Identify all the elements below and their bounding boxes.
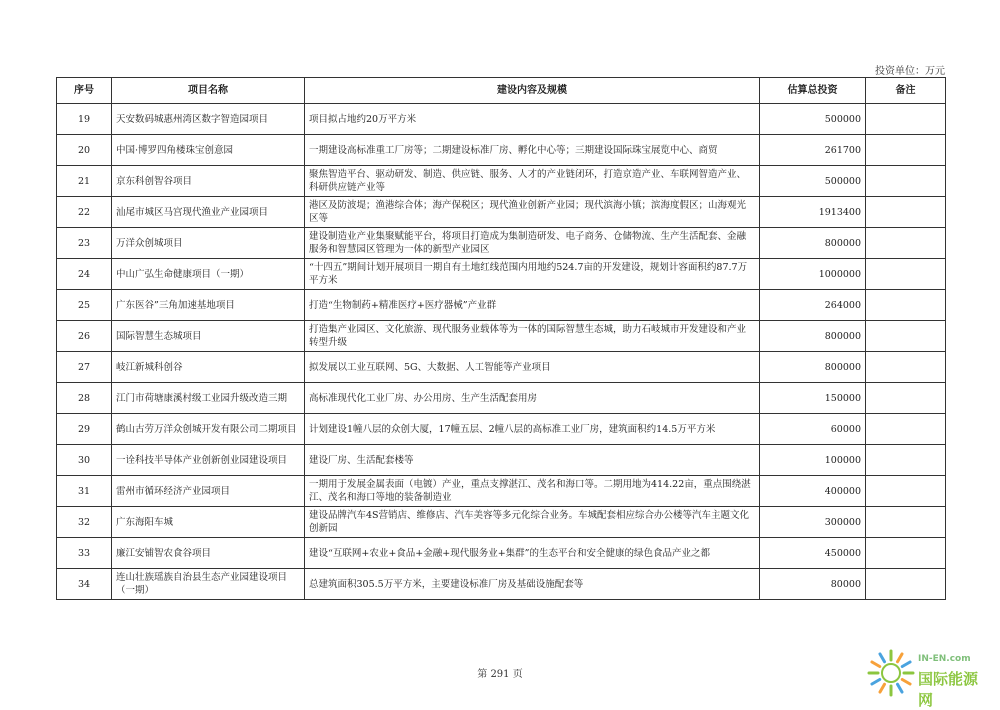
- cell-construction-content: 一期建设高标准重工厂房等；二期建设标准厂房、孵化中心等；三期建设国际珠宝展览中心、商贸: [305, 135, 760, 166]
- sun-ray: [898, 684, 903, 692]
- cell-no: 30: [57, 445, 112, 476]
- cell-construction-content: 建设厂房、生活配套楼等: [305, 445, 760, 476]
- cell-investment: 264000: [760, 290, 866, 321]
- sun-ray: [880, 684, 885, 692]
- cell-project-name: 国际智慧生态城项目: [112, 321, 305, 352]
- cell-construction-content: 打造“生物制药+精准医疗+医疗器械”产业群: [305, 290, 760, 321]
- cell-investment: 800000: [760, 321, 866, 352]
- cell-no: 25: [57, 290, 112, 321]
- cell-construction-content: 港区及防波堤；渔港综合体；海产保税区；现代渔业创新产业园；现代滨海小镇；滨海度假区；山海观光区等: [305, 197, 760, 228]
- table-row: [57, 104, 946, 135]
- cell-project-name: 京东科创智谷项目: [112, 166, 305, 197]
- cell-investment: 150000: [760, 383, 866, 414]
- table-row: [57, 321, 946, 352]
- cell-investment: 80000: [760, 569, 866, 600]
- cell-investment: 450000: [760, 538, 866, 569]
- cell-project-name: 一诠科技半导体产业创新创业园建设项目: [112, 445, 305, 476]
- cell-remarks: [866, 290, 946, 321]
- sun-ray: [898, 654, 903, 662]
- cell-investment: 1000000: [760, 259, 866, 290]
- cell-investment: 261700: [760, 135, 866, 166]
- cell-remarks: [866, 104, 946, 135]
- cell-project-name: 雷州市循环经济产业园项目: [112, 476, 305, 507]
- cell-construction-content: 聚焦智造平台、驱动研发、制造、供应链、服务、人才的产业链闭环，打造京造产业、车联网智造产业、科研供应链产业等: [305, 166, 760, 197]
- table-row: [57, 135, 946, 166]
- cell-construction-content: 项目拟占地约20万平方米: [305, 104, 760, 135]
- table-row: [57, 476, 946, 507]
- table-header-row: [57, 78, 946, 104]
- cell-remarks: [866, 538, 946, 569]
- cell-construction-content: 一期用于发展金属表面（电镀）产业，重点支撑湛江、茂名和海口等。二期用地为414.22亩，重点围绕湛江、茂名和海口等地的装备制造业: [305, 476, 760, 507]
- table-row: [57, 290, 946, 321]
- cell-project-name: 江门市荷塘康溪村级工业园升级改造三期: [112, 383, 305, 414]
- cell-project-name: 中国·博罗四角楼珠宝创意园: [112, 135, 305, 166]
- cell-no: 29: [57, 414, 112, 445]
- table-row: [57, 228, 946, 259]
- table-row: [57, 414, 946, 445]
- cell-remarks: [866, 476, 946, 507]
- header-content: 建设内容及规模: [305, 78, 760, 104]
- cell-construction-content: 建设品牌汽车4S营销店、维修店、汽车美容等多元化综合业务。车城配套相应综合办公楼等汽车主题文化创新园: [305, 507, 760, 538]
- cell-no: 24: [57, 259, 112, 290]
- cell-no: 23: [57, 228, 112, 259]
- header-remarks: 备注: [866, 78, 946, 104]
- cell-project-name: 岐江新城科创谷: [112, 352, 305, 383]
- cell-no: 31: [57, 476, 112, 507]
- cell-remarks: [866, 507, 946, 538]
- cell-investment: 400000: [760, 476, 866, 507]
- sun-ray: [880, 654, 885, 662]
- cell-project-name: 广东医谷”三角加速基地项目: [112, 290, 305, 321]
- page-number: 第 291 页: [477, 669, 523, 680]
- cell-remarks: [866, 569, 946, 600]
- cell-remarks: [866, 228, 946, 259]
- table-row: [57, 569, 946, 600]
- cell-remarks: [866, 197, 946, 228]
- cell-no: 33: [57, 538, 112, 569]
- cell-construction-content: 总建筑面积305.5万平方米，主要建设标准厂房及基础设施配套等: [305, 569, 760, 600]
- cell-no: 19: [57, 104, 112, 135]
- project-table: [56, 77, 946, 600]
- cell-construction-content: “十四五”期间计划开展项目一期自有土地红线范围内用地约524.7亩的开发建设，规划计容面积约87.7万平方米: [305, 259, 760, 290]
- cell-remarks: [866, 135, 946, 166]
- header-name: 项目名称: [112, 78, 305, 104]
- watermark-domain: IN-EN.com: [918, 654, 971, 664]
- table-row: [57, 507, 946, 538]
- cell-construction-content: 高标准现代化工业厂房、办公用房、生产生活配套用房: [305, 383, 760, 414]
- cell-construction-content: 建设制造业产业集聚赋能平台，将项目打造成为集制造研发、电子商务、仓储物流、生产生活配套、金融服务和智慧园区管理为一体的新型产业园区: [305, 228, 760, 259]
- sun-ray: [872, 680, 880, 685]
- cell-no: 26: [57, 321, 112, 352]
- cell-construction-content: 计划建设1幢八层的众创大厦，17幢五层、2幢八层的高标准工业厂房，建筑面积约14.5万平方米: [305, 414, 760, 445]
- cell-project-name: 中山广弘生命健康项目（一期）: [112, 259, 305, 290]
- cell-construction-content: 拟发展以工业互联网、5G、大数据、人工智能等产业项目: [305, 352, 760, 383]
- cell-remarks: [866, 414, 946, 445]
- cell-no: 20: [57, 135, 112, 166]
- cell-no: 27: [57, 352, 112, 383]
- sun-ray: [902, 680, 910, 685]
- cell-project-name: 廉江安铺智农食谷项目: [112, 538, 305, 569]
- table-row: [57, 259, 946, 290]
- cell-investment: 1913400: [760, 197, 866, 228]
- cell-remarks: [866, 166, 946, 197]
- cell-project-name: 广东海阳车城: [112, 507, 305, 538]
- cell-no: 32: [57, 507, 112, 538]
- cell-remarks: [866, 352, 946, 383]
- sun-ray: [902, 662, 910, 667]
- cell-project-name: 汕尾市城区马宫现代渔业产业园项目: [112, 197, 305, 228]
- sun-logo-icon: [866, 648, 916, 698]
- cell-construction-content: 打造集产业园区、文化旅游、现代服务业载体等为一体的国际智慧生态城，助力石岐城市开发建设和产业转型升级: [305, 321, 760, 352]
- watermark-brand: 国际能源网: [918, 670, 979, 709]
- cell-investment: 60000: [760, 414, 866, 445]
- cell-project-name: 天安数码城惠州湾区数字智造园项目: [112, 104, 305, 135]
- cell-construction-content: 建设“互联网+农业+食品+金融+现代服务业+集群”的生态平台和安全健康的绿色食品产业之都: [305, 538, 760, 569]
- header-investment: 估算总投资: [760, 78, 866, 104]
- cell-investment: 500000: [760, 104, 866, 135]
- cell-investment: 800000: [760, 352, 866, 383]
- cell-project-name: 万洋众创城项目: [112, 228, 305, 259]
- cell-remarks: [866, 321, 946, 352]
- cell-remarks: [866, 259, 946, 290]
- cell-investment: 500000: [760, 166, 866, 197]
- cell-investment: 800000: [760, 228, 866, 259]
- investment-unit-label: 投资单位：万元: [875, 66, 945, 77]
- cell-project-name: 连山壮族瑶族自治县生态产业园建设项目（一期）: [112, 569, 305, 600]
- table-row: [57, 352, 946, 383]
- table-row: [57, 538, 946, 569]
- table-row: [57, 383, 946, 414]
- cell-project-name: 鹤山古劳万洋众创城开发有限公司二期项目: [112, 414, 305, 445]
- cell-no: 22: [57, 197, 112, 228]
- cell-investment: 100000: [760, 445, 866, 476]
- cell-remarks: [866, 383, 946, 414]
- cell-no: 34: [57, 569, 112, 600]
- table-row: [57, 445, 946, 476]
- cell-remarks: [866, 445, 946, 476]
- cell-no: 28: [57, 383, 112, 414]
- cell-investment: 300000: [760, 507, 866, 538]
- table-row: [57, 166, 946, 197]
- watermark-logo: [862, 648, 992, 709]
- cell-no: 21: [57, 166, 112, 197]
- table-row: [57, 197, 946, 228]
- header-no: 序号: [57, 78, 112, 104]
- sun-ray: [872, 662, 880, 667]
